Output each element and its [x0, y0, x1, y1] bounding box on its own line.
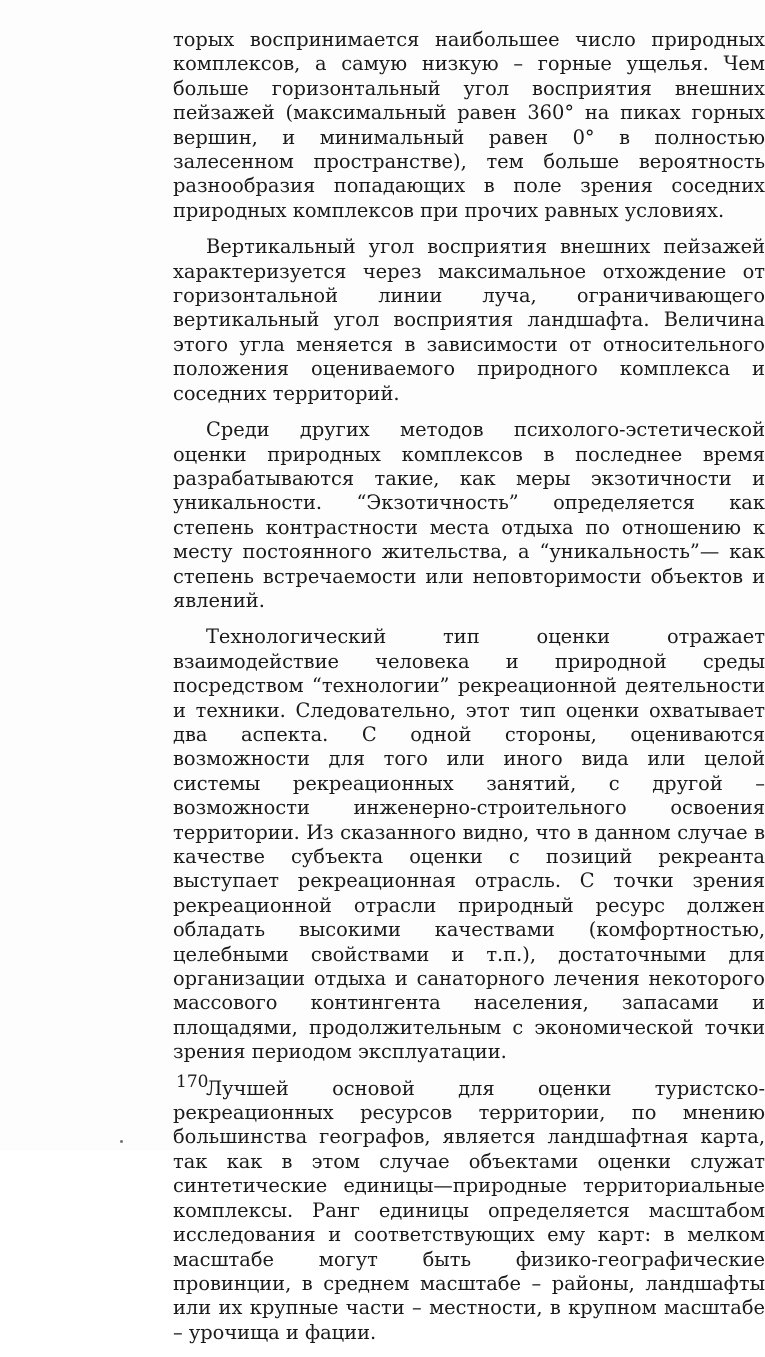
paragraph-perception-angle: торых воспринимается наибольшее число природных комплексов, а самую низкую – горные ущелья. Чем больше горизонтальный угол восприятия внешних пейзажей (максимальный равен 360° на пиках горных вершин, и минимальный равен 0° в полностью залесенном пространстве), тем больше вероятность разнообразия попадающих в поле зрения соседних природных комплексов при прочих равных условиях. [173, 28, 765, 222]
scan-speck [120, 1140, 123, 1143]
paragraph-vertical-angle: Вертикальный угол восприятия внешних пейзажей характеризуется через максимальное отхождение от горизонтальной линии луча, ограничивающего вертикальный угол восприятия ландшафта. Величина этого угла меняется в зависимости от относительного положения оцениваемого природного комплекса и соседних территорий. [173, 235, 765, 405]
paragraph-exoticism: Среди других методов психолого-эстетической оценки природных комплексов в последнее время разрабатываются такие, как меры экзотичности и уникальности. “Экзотичность” определяется как степень контрастности места отдыха по отношению к месту постоянного жительства, а “уникальность”— как степень встречаемости или неповторимости объектов и явлений. [173, 418, 765, 612]
body-text [173, 28, 765, 1357]
paragraph-landscape-map: Лучшей основой для оценки туристско-рекреационных ресурсов территории, по мнению большинства географов, является ландшафтная карта, так как в этом случае объектами оценки служат синтетические единицы—природные территориальные комплексы. Ранг единицы определяется масштабом исследования и соответствующих ему карт: в мелком масштабе могут быть физико-географические провинции, в среднем масштабе – районы, ландшафты или их крупные части – местности, в крупном масштабе – урочища и фации. [173, 1076, 765, 1344]
page-number: 170 [176, 1072, 209, 1092]
paragraph-technological-assessment: Технологический тип оценки отражает взаимодействие человека и природной среды посредством “технологии” рекреационной деятельности и техники. Следовательно, этот тип оценки охватывает два аспекта. С одной стороны, оцениваются возможности для того или иного вида или целой системы рекреационных занятий, с другой – возможности инженерно-строительного освоения территории. Из сказанного видно, что в данном случае в качестве субъекта оценки с позиций рекреанта выступает рекреационная отрасль. С точки зрения рекреационной отрасли природный ресурс должен обладать высокими качествами (комфортностью, целебными свойствами и т.п.), достаточными для организации отдыха и санаторного лечения некоторого массового контингента населения, запасами и площадями, продолжительным с экономической точки зрения периодом эксплуатации. [173, 625, 765, 1064]
